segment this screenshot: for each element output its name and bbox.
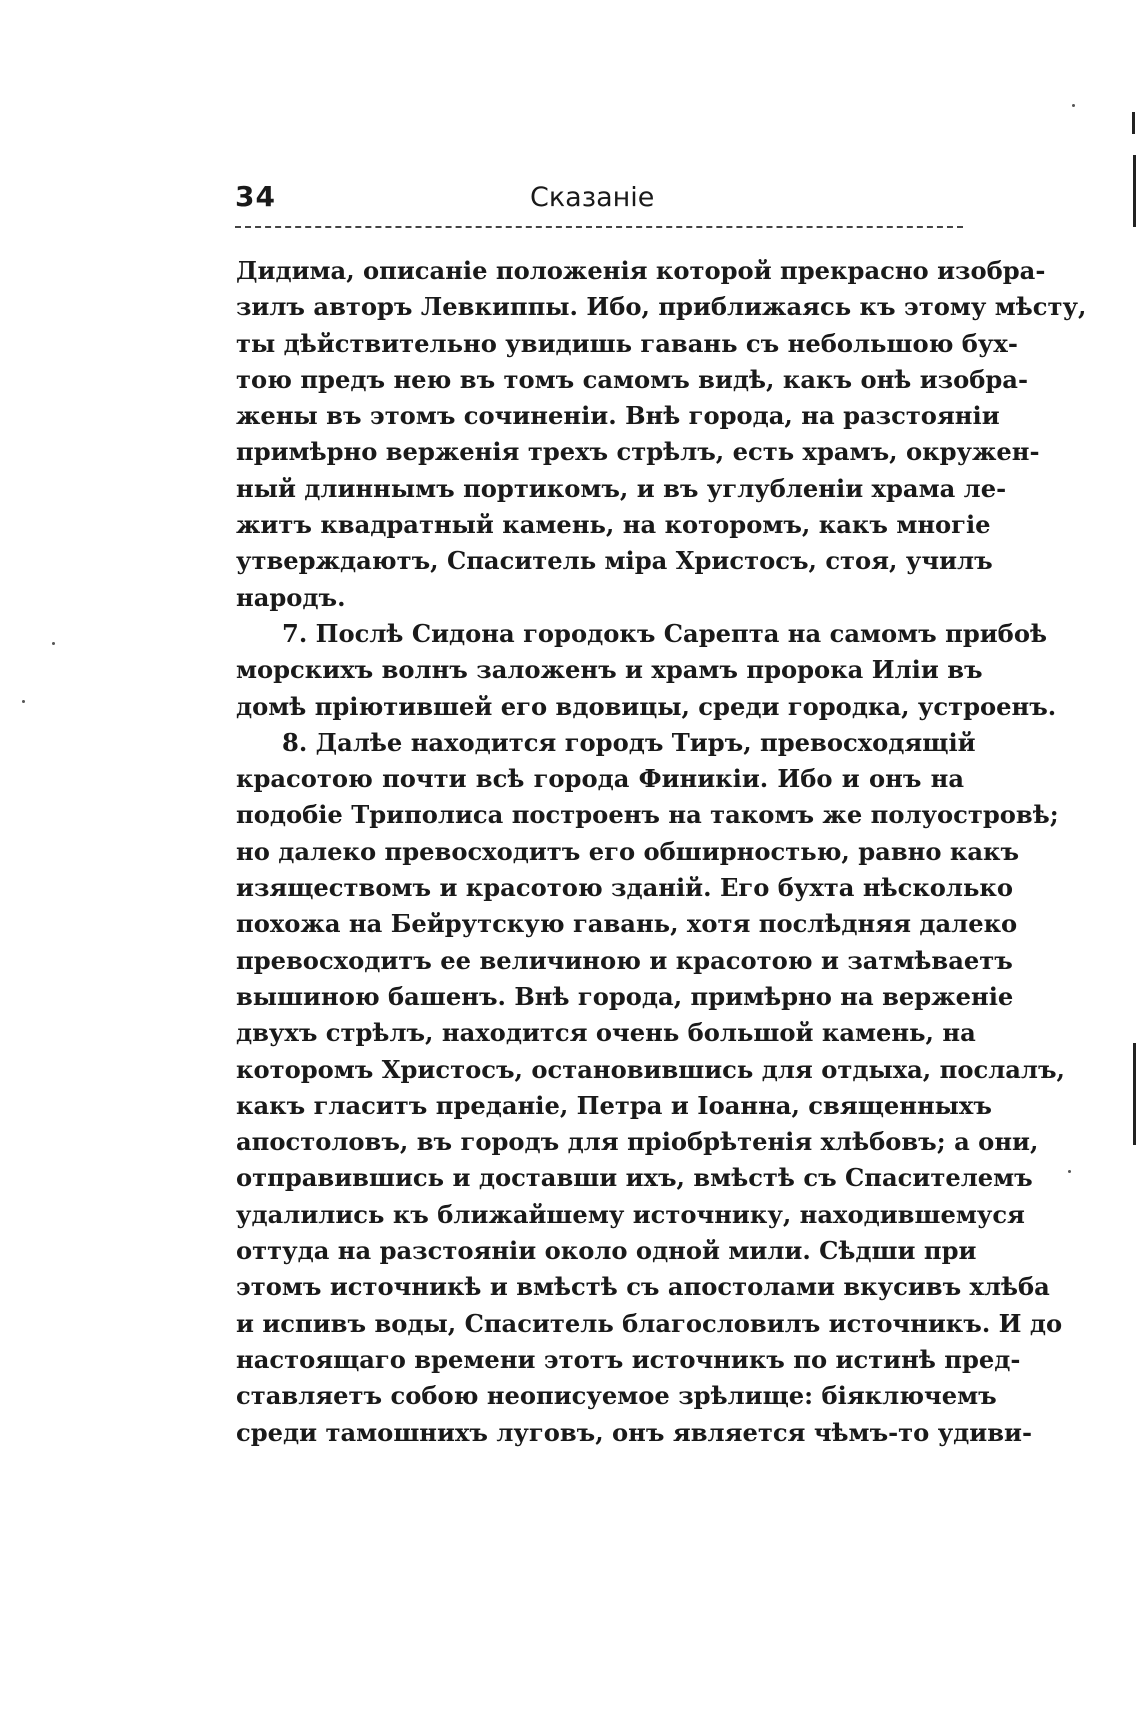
- text-line: двухъ стрѣлъ, находится очень большой камень, на: [236, 1018, 976, 1048]
- text-line: среди тамошнихъ луговъ, онъ является чѣмъ-то удиви-: [236, 1417, 1033, 1447]
- text-line: отправившись и доставши ихъ, вмѣстѣ съ Спасителемъ: [236, 1163, 1033, 1193]
- text-line: Дидима, описаніе положенія которой прекрасно изобра-: [236, 256, 1046, 285]
- text-line: подобіе Триполиса построенъ на такомъ же полуостровѣ;: [236, 800, 1059, 830]
- text-line: житъ квадратный камень, на которомъ, какъ многіе: [236, 510, 991, 540]
- text-line: жены въ этомъ сочиненіи. Внѣ города, на разстояніи: [236, 401, 1000, 431]
- text-line: оттуда на разстояніи около одной мили. Сѣдши при: [236, 1236, 977, 1266]
- text-line: красотою почти всѣ города Финикіи. Ибо и онъ на: [236, 764, 964, 794]
- scan-edge-mark: [1133, 155, 1136, 227]
- text-line: удалились къ ближайшему источнику, находившемуся: [236, 1199, 1025, 1229]
- scan-speck: [22, 700, 25, 703]
- text-line: примѣрно верженія трехъ стрѣлъ, есть храмъ, окружен-: [236, 437, 1040, 467]
- text-line: похожа на Бейрутскую гавань, хотя послѣдняя далеко: [236, 909, 1018, 939]
- text-line: и испивъ воды, Спаситель благословилъ источникъ. И до: [236, 1308, 1063, 1338]
- text-line: какъ гласитъ преданіе, Петра и Іоанна, священныхъ: [236, 1090, 992, 1120]
- text-line: утверждаютъ, Спаситель міра Христосъ, стоя, училъ: [236, 546, 993, 576]
- paragraph-7-start: 7. Послѣ Сидона городокъ Сарепта на самомъ прибоѣ: [282, 618, 1047, 648]
- running-title: Сказаніе: [530, 182, 655, 213]
- header-rule: [235, 226, 963, 228]
- text-line: ный длиннымъ портикомъ, и въ углубленіи храма ле-: [236, 473, 1007, 503]
- page-number: 34: [235, 180, 276, 213]
- text-line: ставляетъ собою неописуемое зрѣлище: біяключемъ: [236, 1381, 997, 1411]
- scan-speck: [1068, 1170, 1071, 1173]
- text-line: превосходитъ ее величиною и красотою и затмѣваетъ: [236, 945, 1013, 975]
- scan-speck: [52, 642, 55, 645]
- text-line: которомъ Христосъ, остановившись для отдыха, послалъ,: [236, 1054, 1065, 1084]
- text-line: морскихъ волнъ заложенъ и храмъ пророка Иліи въ: [236, 655, 983, 685]
- text-line: настоящаго времени этотъ источникъ по истинѣ пред-: [236, 1344, 1021, 1374]
- text-line: народъ.: [236, 582, 346, 612]
- paragraph-8-start: 8. Далѣе находится городъ Тиръ, превосходящій: [282, 727, 976, 757]
- text-line: домѣ пріютившей его вдовицы, среди городка, устроенъ.: [236, 691, 1057, 721]
- text-line: изяществомъ и красотою зданій. Его бухта нѣсколько: [236, 873, 1013, 903]
- scan-edge-mark: [1133, 1043, 1136, 1145]
- text-line: но далеко превосходитъ его обширностью, равно какъ: [236, 836, 1020, 866]
- text-line: апостоловъ, въ городъ для пріобрѣтенія хлѣбовъ; а они,: [236, 1127, 1039, 1157]
- text-line: зилъ авторъ Левкиппы. Ибо, приближаясь къ этому мѣсту,: [236, 292, 1087, 322]
- text-line: ты дѣйствительно увидишь гавань съ небольшою бух-: [236, 328, 1018, 358]
- text-line: вышиною башенъ. Внѣ города, примѣрно на верженіе: [236, 981, 1014, 1011]
- text-line: этомъ источникѣ и вмѣстѣ съ апостолами вкусивъ хлѣба: [236, 1272, 1050, 1302]
- scan-speck: [1072, 104, 1075, 107]
- body-text: [236, 253, 1087, 1451]
- text-line: тою предъ нею въ томъ самомъ видѣ, какъ онѣ изобра-: [236, 364, 1028, 394]
- scan-edge-mark: [1132, 112, 1135, 134]
- page-header: [235, 180, 969, 220]
